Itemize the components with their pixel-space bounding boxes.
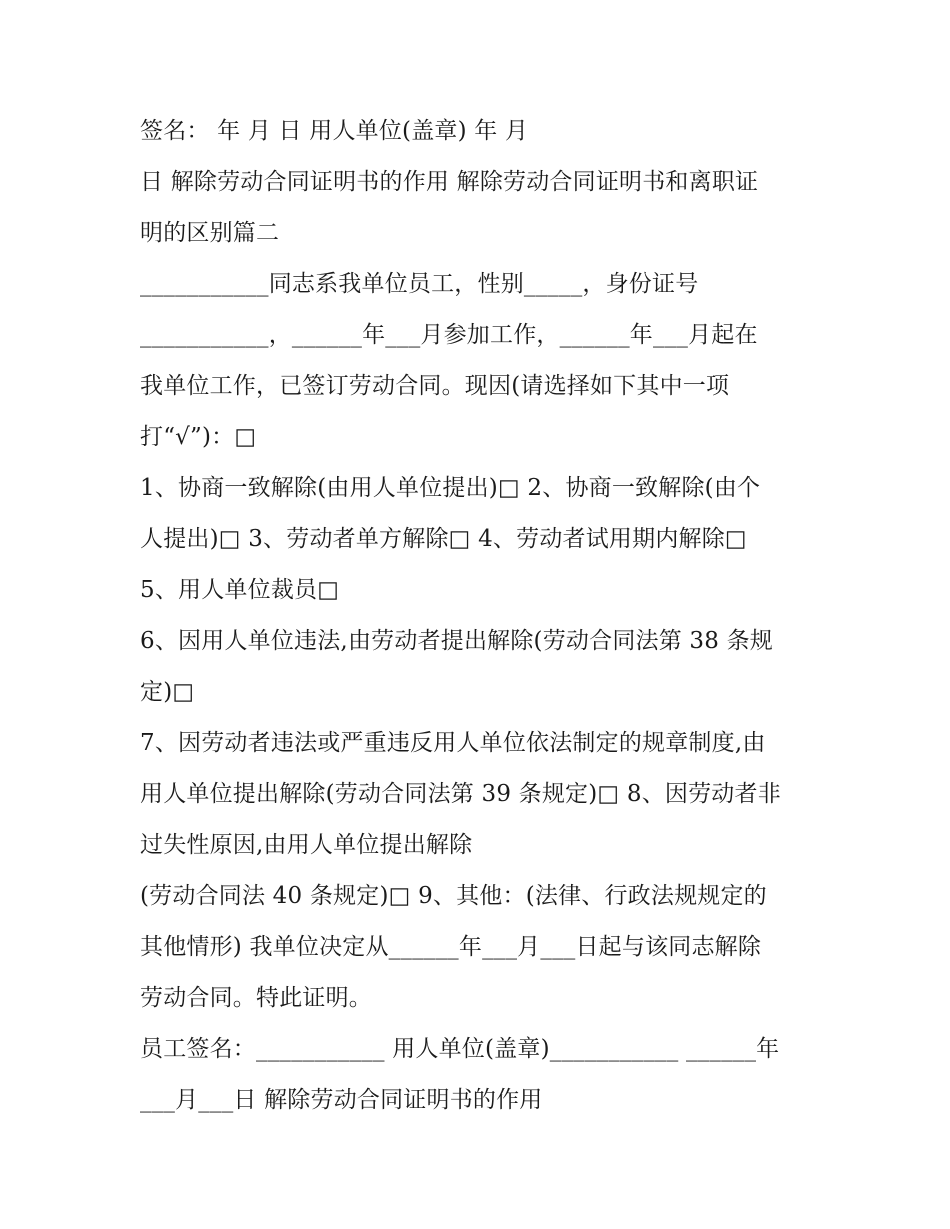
text-line-option-1-2: 1、协商一致解除(由用人单位提出)□ 2、协商一致解除(由个 xyxy=(140,475,761,501)
text-line-signatures: 员工签名：___________ 用人单位(盖章)___________ ______年 xyxy=(140,1036,780,1062)
text-line-section-title: 明的区别篇二 xyxy=(140,220,280,246)
text-line-option-7: 7、因劳动者违法或严重违反用人单位依法制定的规章制度,由 xyxy=(140,730,766,756)
text-line-option-2-3-4: 人提出)□ 3、劳动者单方解除□ 4、劳动者试用期内解除□ xyxy=(140,526,747,552)
document-body xyxy=(140,106,820,1126)
text-line-signature-date: 签名： 年 月 日 用人单位(盖章) 年 月 xyxy=(140,118,529,144)
text-line-option-6-end: 定)□ xyxy=(140,679,195,705)
text-line-option-7-8: 用人单位提出解除(劳动合同法第 39 条规定)□ 8、因劳动者非 xyxy=(140,781,781,807)
text-line-decision-date: 其他情形) 我单位决定从______年___月___日起与该同志解除 xyxy=(140,934,762,960)
text-line-option-8-cont: 过失性原因,由用人单位提出解除 xyxy=(140,832,473,858)
text-line-option-8-9: (劳动合同法 40 条规定)□ 9、其他：(法律、行政法规规定的 xyxy=(140,883,767,909)
text-line-final-date: ___月___日 解除劳动合同证明书的作用 xyxy=(140,1087,543,1113)
text-line-option-5: 5、用人单位裁员□ xyxy=(140,577,340,603)
text-line-heading-continued: 日 解除劳动合同证明书的作用 解除劳动合同证明书和离职证 xyxy=(140,169,759,195)
text-line-employment-dates: ___________，______年___月参加工作，______年___月起在 xyxy=(140,322,758,348)
text-line-option-6: 6、因用人单位违法,由劳动者提出解除(劳动合同法第 38 条规 xyxy=(140,628,774,654)
text-line-select-instruction: 打“√”)：□ xyxy=(140,424,257,450)
text-line-employee-info: ___________同志系我单位员工，性别_____，身份证号 xyxy=(140,271,699,297)
text-line-contract-statement: 我单位工作，已签订劳动合同。现因(请选择如下其中一项 xyxy=(140,373,730,399)
text-line-certification: 劳动合同。特此证明。 xyxy=(140,985,372,1011)
